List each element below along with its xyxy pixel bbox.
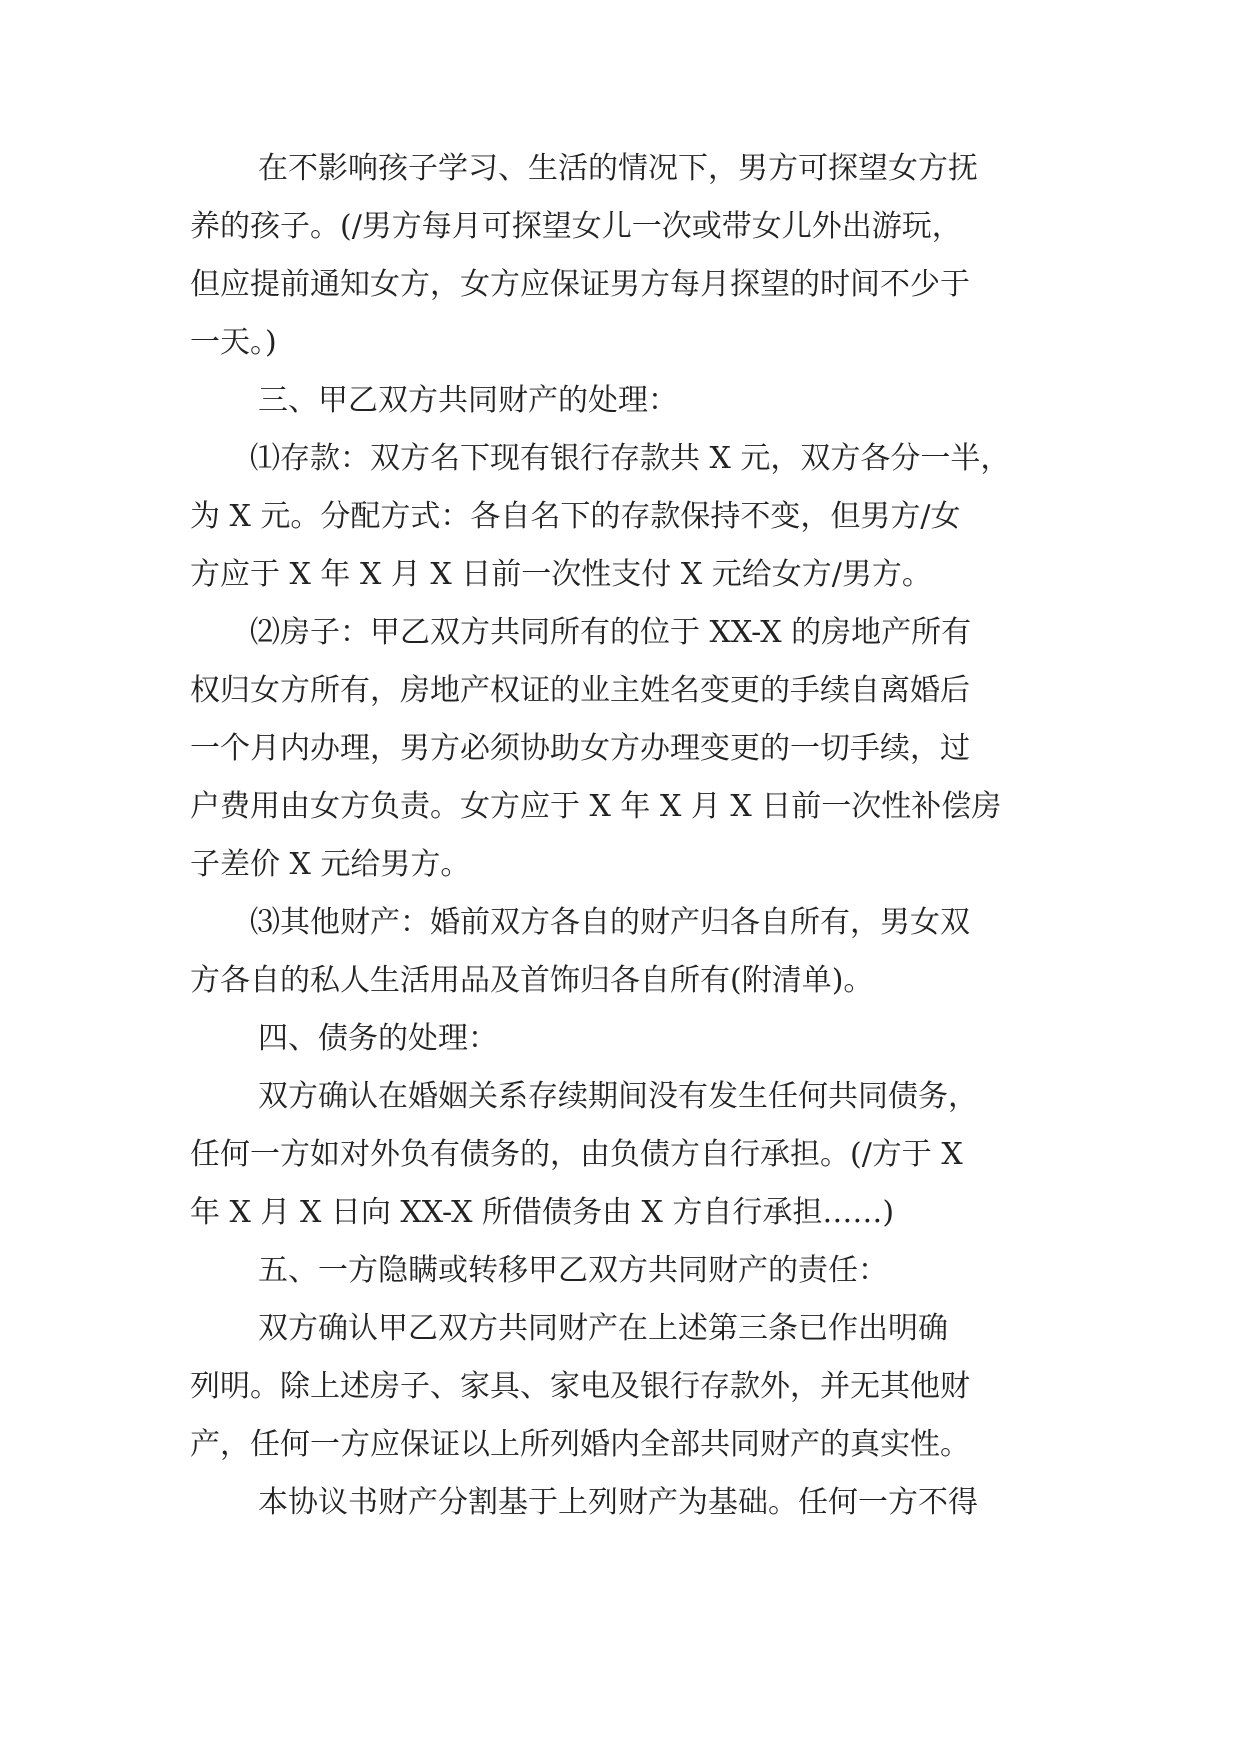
- line-12: 户费用由女方负责。女方应于 X 年 X 月 X 日前一次性补偿房: [190, 789, 1002, 824]
- section-heading-4: 四、债务的处理：: [258, 1021, 498, 1056]
- line-21: 双方确认甲乙双方共同财产在上述第三条已作出明确: [258, 1311, 948, 1346]
- line-06: ⑴存款：双方名下现有银行存款共 X 元，双方各分一半，: [250, 441, 1011, 476]
- line-18: 任何一方如对外负有债务的，由负债方自行承担。(/方于 X: [190, 1137, 963, 1172]
- line-04: 一天。): [190, 325, 277, 360]
- line-15: 方各自的私人生活用品及首饰归各自所有(附清单)。: [190, 963, 874, 998]
- line-24: 本协议书财产分割基于上列财产为基础。任何一方不得: [258, 1485, 978, 1520]
- line-17: 双方确认在婚姻关系存续期间没有发生任何共同债务，: [258, 1079, 978, 1114]
- section-heading-5: 五、一方隐瞒或转移甲乙双方共同财产的责任：: [258, 1253, 888, 1288]
- line-08: 方应于 X 年 X 月 X 日前一次性支付 X 元给女方/男方。: [190, 557, 932, 592]
- line-07: 为 X 元。分配方式：各自名下的存款保持不变，但男方/女: [190, 499, 961, 534]
- line-09: ⑵房子：甲乙双方共同所有的位于 XX-X 的房地产所有: [250, 615, 972, 650]
- section-heading-3: 三、甲乙双方共同财产的处理：: [258, 383, 678, 418]
- line-10: 权归女方所有，房地产权证的业主姓名变更的手续自离婚后: [190, 673, 970, 708]
- line-13: 子差价 X 元给男方。: [190, 847, 471, 882]
- line-14: ⑶其他财产：婚前双方各自的财产归各自所有，男女双: [250, 905, 970, 940]
- line-23: 产，任何一方应保证以上所列婚内全部共同财产的真实性。: [190, 1427, 970, 1462]
- line-19: 年 X 月 X 日向 XX-X 所借债务由 X 方自行承担……): [190, 1195, 895, 1230]
- line-22: 列明。除上述房子、家具、家电及银行存款外，并无其他财: [190, 1369, 970, 1404]
- line-11: 一个月内办理，男方必须协助女方办理变更的一切手续，过: [190, 731, 970, 766]
- line-02: 养的孩子。(/男方每月可探望女儿一次或带女儿外出游玩，: [190, 209, 962, 244]
- line-01: 在不影响孩子学习、生活的情况下，男方可探望女方抚: [258, 151, 978, 186]
- line-03: 但应提前通知女方，女方应保证男方每月探望的时间不少于: [190, 267, 970, 302]
